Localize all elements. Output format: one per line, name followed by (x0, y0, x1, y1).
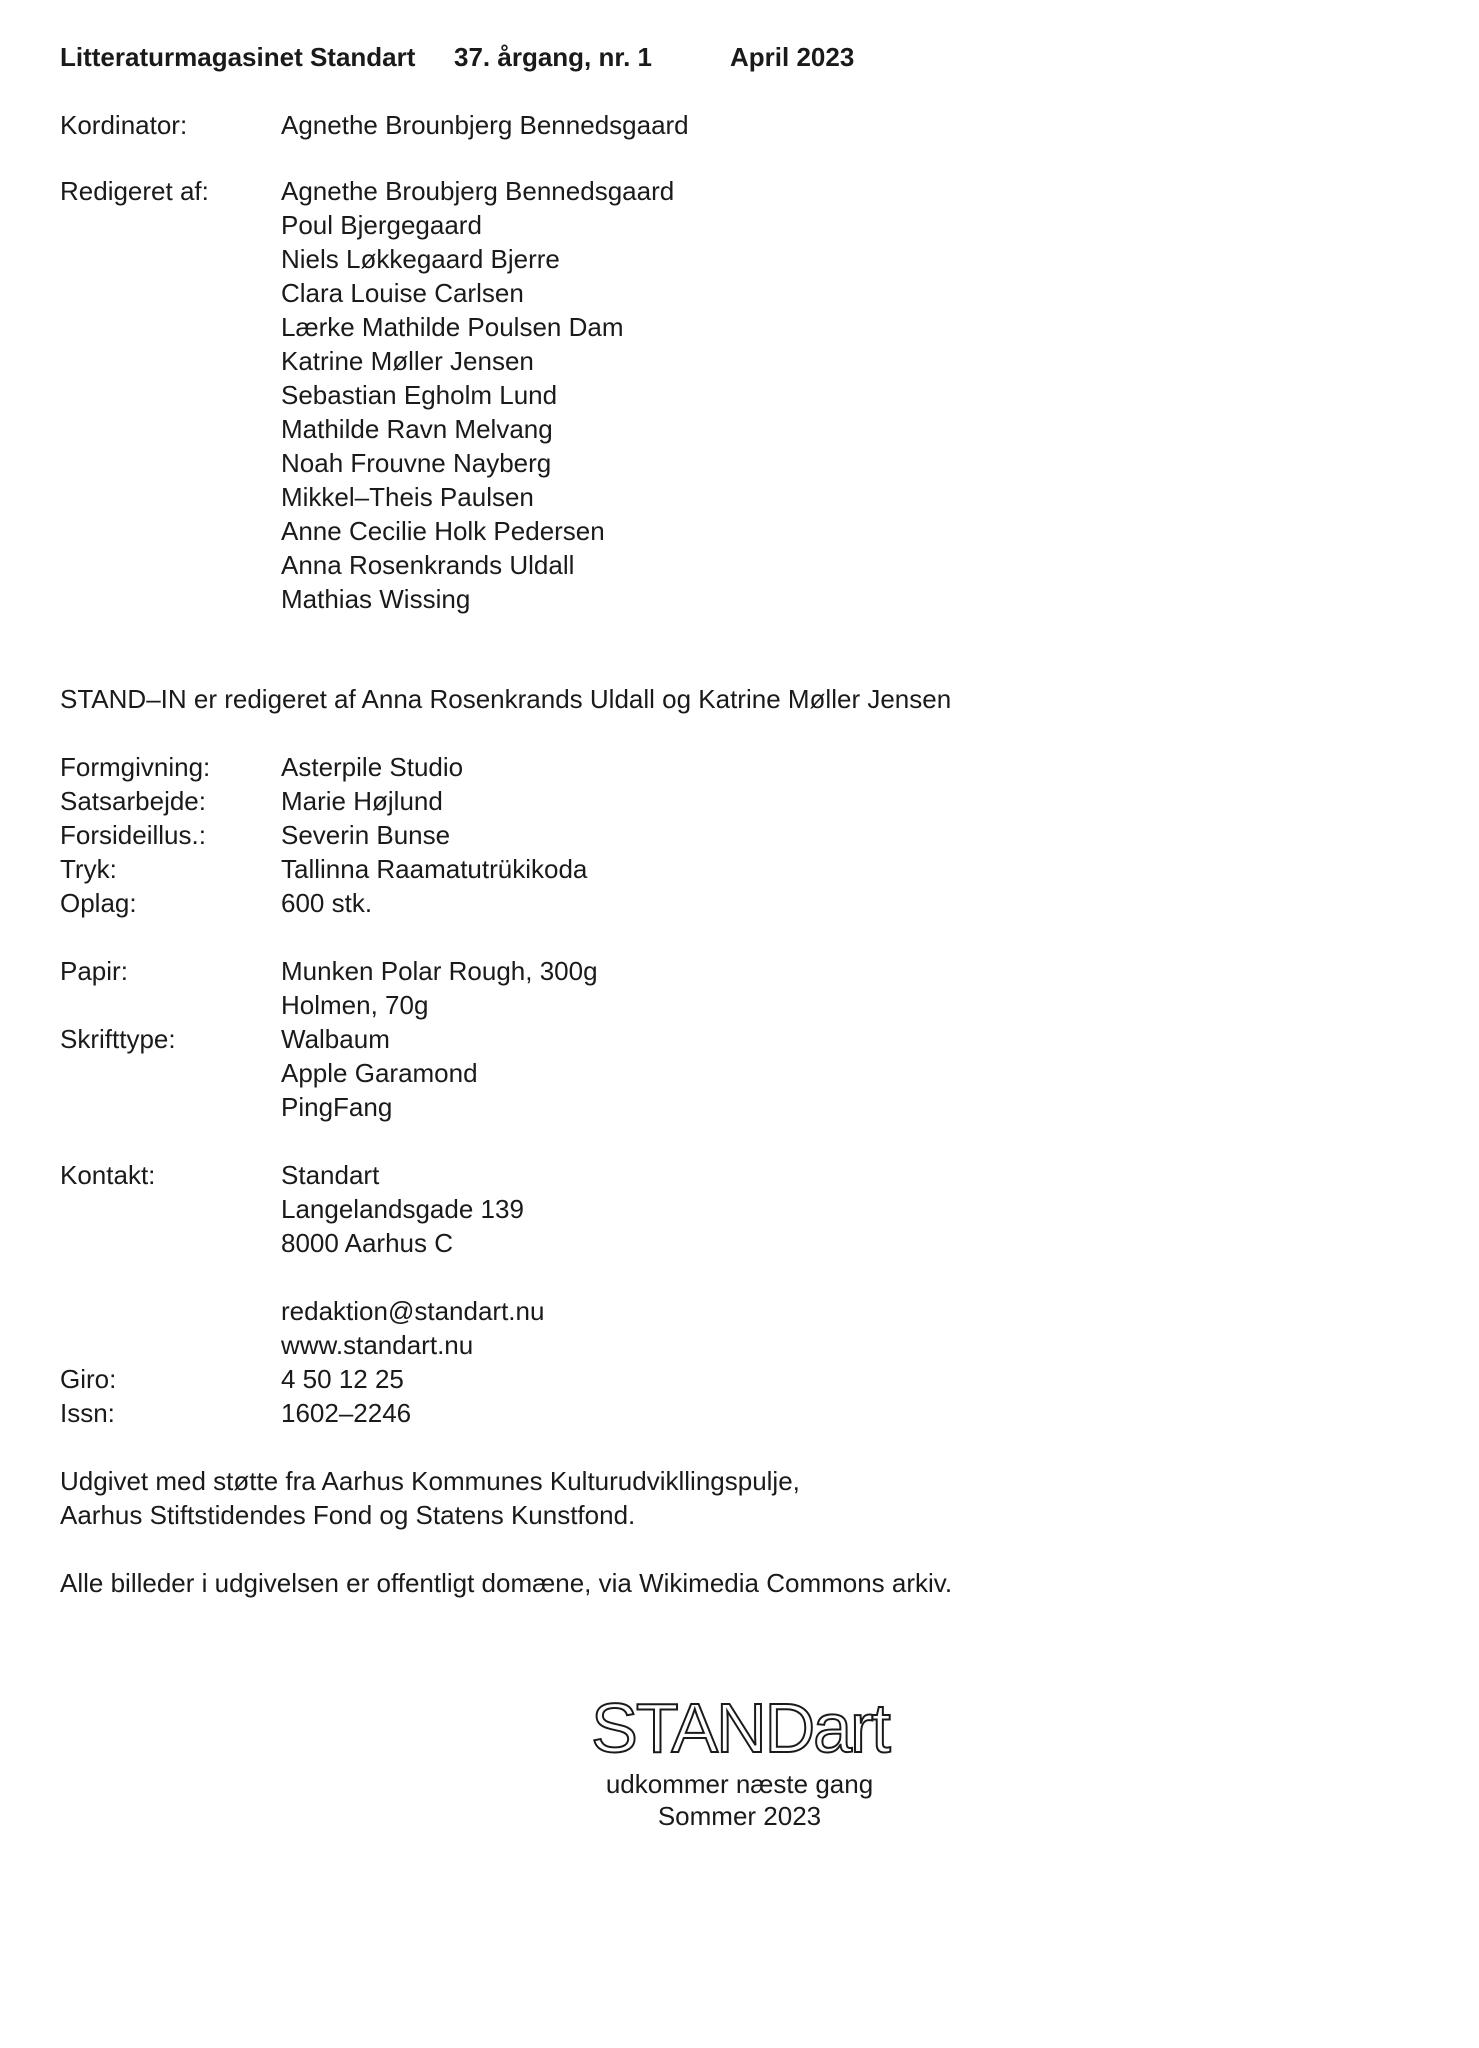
colophon-page (60, 40, 1420, 1600)
contact-address-line: Langelandsgade 139 (281, 1194, 524, 1224)
paper-values (281, 954, 1420, 1022)
next-issue (0, 1768, 1479, 1832)
editor-name: Sebastian Egholm Lund (281, 380, 558, 410)
production-block (60, 750, 1420, 920)
support-line: Udgivet med støtte fra Aarhus Kommunes Kulturudvikllingspulje, (60, 1466, 800, 1496)
colophon-header (60, 40, 1420, 74)
contact-spacer (281, 1260, 1420, 1294)
production-row (60, 886, 1420, 920)
editor-name: Anna Rosenkrands Uldall (281, 550, 575, 580)
contact-label: Kontakt: (60, 1160, 156, 1190)
contact-website[interactable]: www.standart.nu (281, 1330, 474, 1360)
issn-row (60, 1396, 1420, 1430)
production-value: Marie Højlund (281, 786, 443, 816)
giro-row (60, 1362, 1420, 1396)
images-note: Alle billeder i udgivelsen er offentligt domæne, via Wikimedia Commons arkiv. (60, 1568, 953, 1598)
typeface-value: Apple Garamond (281, 1058, 478, 1088)
issn-value: 1602–2246 (281, 1398, 412, 1428)
editors-label: Redigeret af: (60, 176, 209, 206)
typeface-label: Skrifttype: (60, 1024, 176, 1054)
production-label: Oplag: (60, 888, 137, 918)
editor-name: Clara Louise Carlsen (281, 278, 524, 308)
logo-wordmark: STANDart (590, 1690, 889, 1762)
next-issue-line: udkommer næste gang (605, 1769, 874, 1799)
editor-name: Mathilde Ravn Melvang (281, 414, 553, 444)
production-row (60, 784, 1420, 818)
editor-name: Katrine Møller Jensen (281, 346, 534, 376)
coordinator-row (60, 108, 1420, 142)
editor-name: Anne Cecilie Holk Pedersen (281, 516, 605, 546)
footer (0, 1690, 1479, 1832)
next-issue-date: Sommer 2023 (657, 1801, 822, 1831)
production-label: Tryk: (60, 854, 117, 884)
editor-name: Niels Løkkegaard Bjerre (281, 244, 560, 274)
contact-address-line: 8000 Aarhus C (281, 1228, 454, 1258)
typeface-row (60, 1022, 1420, 1124)
giro-label: Giro: (60, 1364, 117, 1394)
production-value: Severin Bunse (281, 820, 451, 850)
production-value: Asterpile Studio (281, 752, 464, 782)
production-value: 600 stk. (281, 888, 373, 918)
issue-number: 37. årgang, nr. 1 (454, 42, 652, 72)
magazine-title: Litteraturmagasinet Standart (60, 42, 416, 72)
editor-name: Lærke Mathilde Poulsen Dam (281, 312, 624, 342)
issn-label: Issn: (60, 1398, 115, 1428)
production-label: Forsideillus.: (60, 820, 206, 850)
production-label: Formgivning: (60, 752, 211, 782)
typeface-values (281, 1022, 1420, 1124)
editors-row (60, 174, 1420, 616)
editor-name: Agnethe Broubjerg Bennedsgaard (281, 176, 675, 206)
editor-name: Noah Frouvne Nayberg (281, 448, 552, 478)
contact-email[interactable]: redaktion@standart.nu (281, 1296, 545, 1326)
contact-values (281, 1158, 1420, 1362)
paper-row (60, 954, 1420, 1022)
paper-label: Papir: (60, 956, 128, 986)
production-row (60, 818, 1420, 852)
paper-value: Holmen, 70g (281, 990, 429, 1020)
coordinator-label: Kordinator: (60, 110, 188, 140)
support-note (60, 1464, 1420, 1532)
contact-row (60, 1158, 1420, 1362)
production-label: Satsarbejde: (60, 786, 206, 816)
editor-name: Mathias Wissing (281, 584, 471, 614)
editor-name: Poul Bjergegaard (281, 210, 482, 240)
contact-address-line: Standart (281, 1160, 380, 1190)
editors-list (281, 174, 1420, 616)
production-value: Tallinna Raamatutrükikoda (281, 854, 588, 884)
typeface-value: PingFang (281, 1092, 393, 1122)
coordinator-value: Agnethe Brounbjerg Bennedsgaard (281, 110, 689, 140)
support-line: Aarhus Stiftstidendes Fond og Statens Kunstfond. (60, 1500, 636, 1530)
paper-value: Munken Polar Rough, 300g (281, 956, 598, 986)
issue-date: April 2023 (730, 42, 855, 72)
editor-name: Mikkel–Theis Paulsen (281, 482, 534, 512)
typeface-value: Walbaum (281, 1024, 390, 1054)
production-row (60, 750, 1420, 784)
giro-value: 4 50 12 25 (281, 1364, 404, 1394)
stand-in-note: STAND–IN er redigeret af Anna Rosenkrands Uldall og Katrine Møller Jensen (60, 684, 952, 714)
production-row (60, 852, 1420, 886)
standart-logo (570, 1690, 910, 1762)
